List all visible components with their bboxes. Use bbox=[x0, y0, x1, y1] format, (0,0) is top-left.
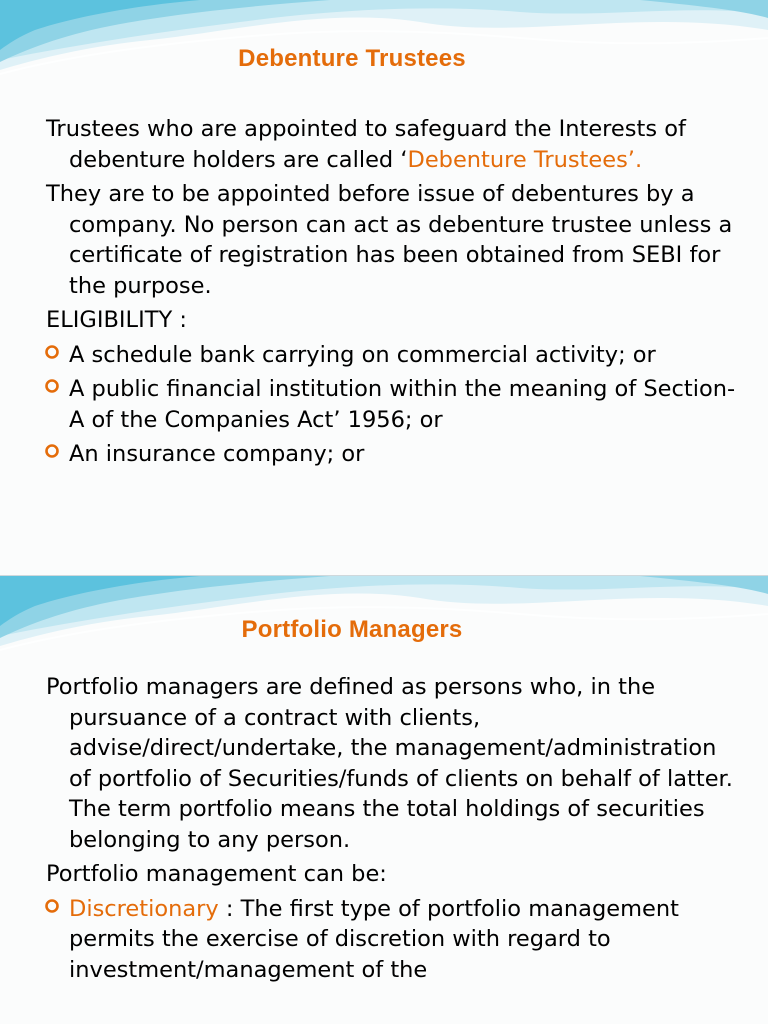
bullet-item bbox=[46, 439, 736, 470]
eligibility-heading: ELIGIBILITY : bbox=[46, 307, 187, 333]
bullet-item bbox=[46, 894, 736, 986]
slide-portfolio-managers bbox=[0, 576, 768, 1024]
paragraph-appointment: They are to be appointed before issue of debentures by a company. No person can act as debenture trustee unless a certificate of registration has been obtained from SEBI for the purpose. bbox=[46, 181, 733, 299]
highlighted-term: Debenture Trustees’. bbox=[407, 146, 643, 173]
bullet-text: An insurance company; or bbox=[69, 441, 365, 467]
ring-bullet-icon bbox=[43, 894, 65, 924]
slide-body bbox=[46, 114, 736, 474]
ring-bullet-icon bbox=[43, 340, 65, 370]
slide-body bbox=[46, 672, 736, 989]
bullet-term: Discretionary bbox=[69, 895, 219, 922]
bullet-text: : The first type of portfolio management permits the exercise of discretion with regard to investment/management of the bbox=[69, 895, 679, 983]
paragraph-definition bbox=[46, 114, 736, 175]
ring-bullet-icon bbox=[43, 374, 65, 404]
paragraph-types-intro: Portfolio management can be: bbox=[46, 861, 387, 887]
slide-title: Debenture Trustees bbox=[238, 45, 466, 72]
definition-text: Trustees who are appointed to safeguard the Interests of debenture holders are called ‘ bbox=[46, 116, 686, 173]
ring-bullet-icon bbox=[43, 439, 65, 469]
bullet-text: A schedule bank carrying on commercial activity; or bbox=[69, 341, 656, 368]
slide-title: Portfolio Managers bbox=[241, 616, 463, 643]
bullet-text: A public financial institution within the meaning of Section-A of the Companies Act’ 1956; or bbox=[69, 376, 736, 433]
bullet-item bbox=[46, 374, 736, 435]
paragraph-definition: Portfolio managers are defined as persons who, in the pursuance of a contract with clients, advise/direct/undertake, the management/administration of portfolio of Securities/funds of clients on behalf of latter. The term portfolio means the total holdings of securities belonging to any person. bbox=[46, 674, 733, 853]
bullet-item bbox=[46, 340, 736, 371]
